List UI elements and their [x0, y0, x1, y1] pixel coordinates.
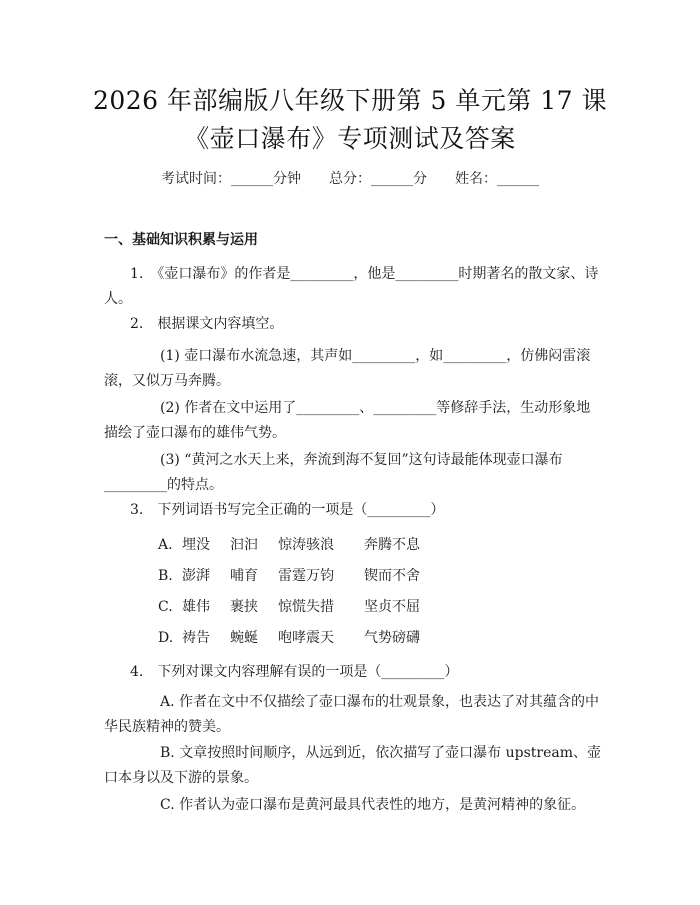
question-4-option-c: C. 作者认为壶口瀑布是黄河最具代表性的地方，是黄河精神的象征。	[160, 797, 586, 813]
question-1: 1. 《壶口瀑布》的作者是_________，他是_________时期著名的散文家、诗人。	[104, 266, 599, 307]
section-heading: 一、基础知识积累与运用	[104, 232, 258, 248]
exam-name: 姓名：______	[455, 171, 539, 187]
exam-info	[0, 170, 700, 188]
question-2-3: (3) “黄河之水天上来，奔流到海不复回”这句诗最能体现壶口瀑布_________的特点。	[104, 452, 563, 493]
question-3-option-a: A. 埋没 汩汩 惊涛骇浪 奔腾不息	[158, 537, 420, 553]
question-3-option-c: C. 雄伟 裹挟 惊慌失措 坚贞不屈	[158, 599, 420, 615]
document-title-line2: 《壶口瀑布》专项测试及答案	[184, 124, 516, 153]
question-3-option-b: B. 澎湃 哺育 雷霆万钧 锲而不舍	[158, 568, 420, 584]
question-4: 4. 下列对课文内容理解有误的一项是（_________）	[130, 664, 459, 680]
question-2-1: (1) 壶口瀑布水流急速，其声如_________，如_________，仿佛闷雷滚滚，又似万马奔腾。	[104, 348, 591, 389]
question-2-2: (2) 作者在文中运用了_________、_________等修辞手法，生动形象地描绘了壶口瀑布的雄伟气势。	[104, 400, 591, 441]
question-3: 3. 下列词语书写完全正确的一项是（_________）	[130, 502, 445, 518]
question-3-option-d: D. 祷告 蜿蜒 咆哮震天 气势磅礴	[158, 630, 420, 646]
exam-score: 总分：______分	[329, 171, 427, 187]
question-4-option-a: A. 作者在文中不仅描绘了壶口瀑布的壮观景象，也表达了对其蕴含的中华民族精神的赞美。	[104, 694, 600, 735]
document-title-line1: 2026 年部编版八年级下册第 5 单元第 17 课	[92, 86, 608, 115]
question-2: 2. 根据课文内容填空。	[130, 316, 284, 332]
question-4-option-b: B. 文章按照时间顺序，从远到近，依次描写了壶口瀑布 upstream、壶口本身以及下游的景象。	[104, 745, 602, 786]
exam-time: 考试时间：______分钟	[161, 171, 301, 187]
